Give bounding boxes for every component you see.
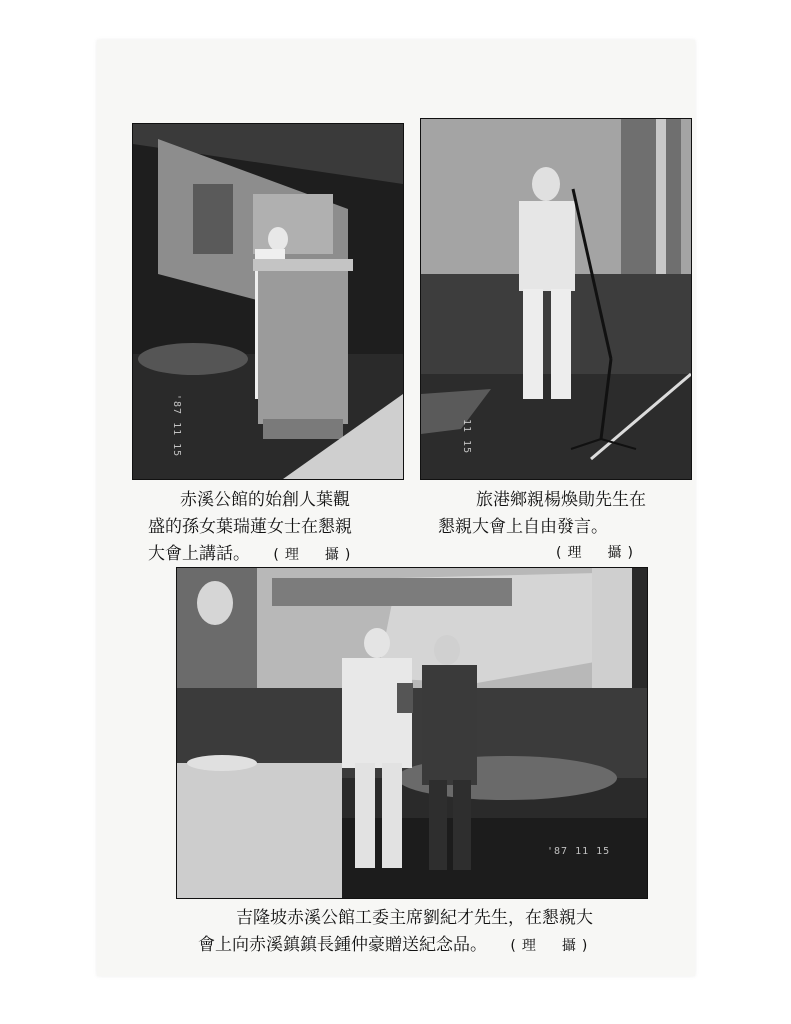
photo-credit: (理 攝) — [510, 938, 594, 954]
caption-line-with-credit — [148, 541, 408, 569]
date-stamp: 11 15 — [461, 419, 472, 455]
caption-line: 盛的孫女葉瑞蓮女士在懇親 — [148, 517, 352, 537]
caption-line: 會上向赤溪鎮鎮長鍾仲豪贈送紀念品。 — [198, 935, 487, 955]
date-stamp: '87 11 15 — [547, 846, 611, 857]
caption-line: 旅港鄉親楊煥勛先生在 — [476, 490, 646, 510]
photo-souvenir-presentation — [176, 567, 648, 899]
caption-bottom — [198, 905, 658, 960]
photo-speaker-at-podium — [132, 123, 404, 480]
caption-top-left — [148, 487, 408, 569]
photo-man-at-microphone — [420, 118, 692, 480]
date-stamp: '87 11 15 — [171, 394, 182, 458]
photo-credit: (理 攝) — [556, 545, 639, 561]
caption-line: 大會上講話。 — [148, 544, 250, 564]
caption-line: 吉隆坡赤溪公館工委主席劉紀才先生，在懇親大 — [236, 908, 593, 928]
photo-credit: (理 攝) — [273, 547, 357, 563]
caption-line: 懇親大會上自由發言。 — [438, 517, 608, 537]
caption-top-right — [438, 487, 688, 565]
caption-line-with-credit — [198, 932, 658, 960]
caption-line: 赤溪公館的始創人葉觀 — [180, 490, 350, 510]
